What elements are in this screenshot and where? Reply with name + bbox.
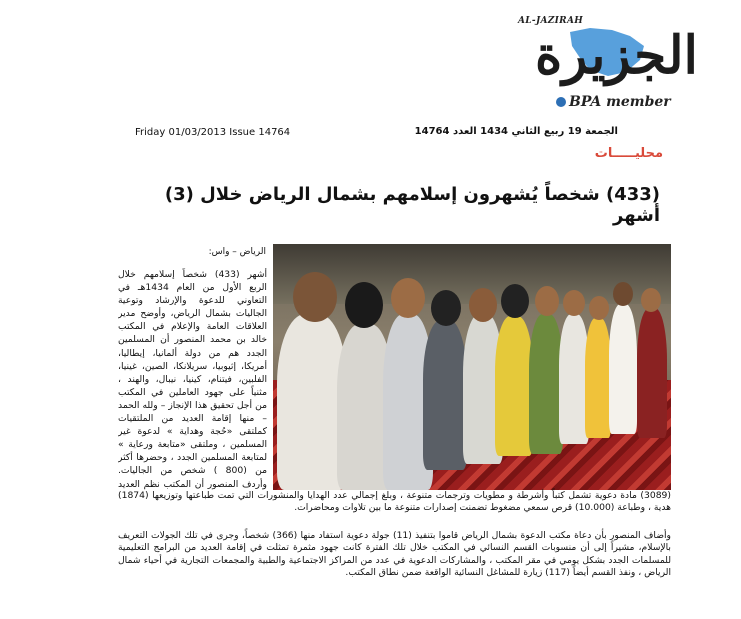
photo-person-head <box>613 282 633 306</box>
photo-person-head <box>469 288 497 322</box>
photo-person-head <box>345 282 383 328</box>
article-column-text: أشهر (433) شخصاً إسلامهم خلال الربع الأول من العام 1434هـ في التعاوني للدعوة والإرشاد وتوعية الجاليات بشمال الرياض، وأوضح مدير العلاقات العامة والإعلام في المكتب خالد بن محمد المنصور أن المسلمين الجدد هم من دولة ألمانيا، إيطاليا، أمريكا، إثيوبيا، سريلانكا، الصين، غينيا، الفلبين، فيتنام، كينيا، نيبال، والهند ، مثنياً على جهود العاملين في المكتب من أجل تحقيق هذا الإنجاز – ولله الحمد – منها إقامة العديد من الملتقيات كملتقى «حُجة وهداية » لدعوة غير المسلمين ، وملتقى «متابعة ورعاية » لمتابعة المسلمين الجدد ، وحضرها أكثر من (800 ) شخص من الجاليات. وأردف المنصور أن المكتب نظم العديد <box>118 269 267 490</box>
photo-person <box>495 316 533 456</box>
photo-person <box>585 318 611 438</box>
article-headline: (433) شخصاً يُشهرون إسلامهم بشمال الرياض خلال (3) أشهر <box>164 184 660 226</box>
masthead-title-latin: AL-JAZIRAH <box>518 16 584 26</box>
photo-person <box>637 308 667 438</box>
article-photo <box>273 244 671 490</box>
masthead-logo <box>500 6 700 116</box>
dateline-english: Friday 01/03/2013 Issue 14764 <box>135 127 291 138</box>
photo-person <box>609 304 637 434</box>
masthead-title-arabic: الجزيرة <box>535 25 698 86</box>
photo-person-head <box>293 272 337 322</box>
photo-person <box>529 314 563 454</box>
article-continuation-text: (3089) مادة دعوية تشمل كتباً وأشرطة و مطويات وترجمات متنوعة ، وبلغ إجمالي عدد الهدايا والمنشورات التي تمت طباعتها وتوزيعها (1874) هدية ، وطباعة (10.000) قرص سمعي مضغوط تضمنت إصدارات متنوعة ما بين تلاوات ومحاضرات. <box>118 490 671 514</box>
photo-person-head <box>589 296 609 320</box>
photo-person-head <box>641 288 661 312</box>
photo-person <box>423 320 467 470</box>
bpa-member-label <box>556 94 671 110</box>
article-paragraph-2: وأضاف المنصور بأن دعاة مكتب الدعوة بشمال الرياض قاموا بتنفيذ (11) جولة دعوية استفاد منها (366) شخصاً، وجرى في تلك الجولات التعريف بالإسلام، مشيراً إلى أن منسوبات القسم النسائي في المكتب خلال تلك الفترة كانت جهود مثمرة تمثلت في إقامة العديد من البرامج التعليمية للمسلمات الجدد بشكل يومي في مقر المكتب ، والمشاركات الدعوية في عدد من المراكز الاجتماعية والطبية والمجمعات التجارية في أحياء شمال الرياض ، ونفذ القسم أيضاً (117) زيارة للمشاغل النسائية الواقعة ضمن نطاق المكتب. <box>118 530 671 578</box>
photo-person-head <box>391 278 425 318</box>
photo-person-head <box>431 290 461 326</box>
photo-person-head <box>563 290 585 316</box>
section-label[interactable]: محليـــــات <box>594 146 663 161</box>
article-byline: الرياض – واس: <box>208 247 266 257</box>
photo-person-head <box>535 286 559 316</box>
bpa-dot-icon <box>556 97 566 107</box>
dateline-arabic: الجمعة 19 ربيع الثاني 1434 العدد 14764 <box>414 126 618 137</box>
bpa-member-text: BPA member <box>569 94 671 110</box>
photo-person-head <box>501 284 529 318</box>
